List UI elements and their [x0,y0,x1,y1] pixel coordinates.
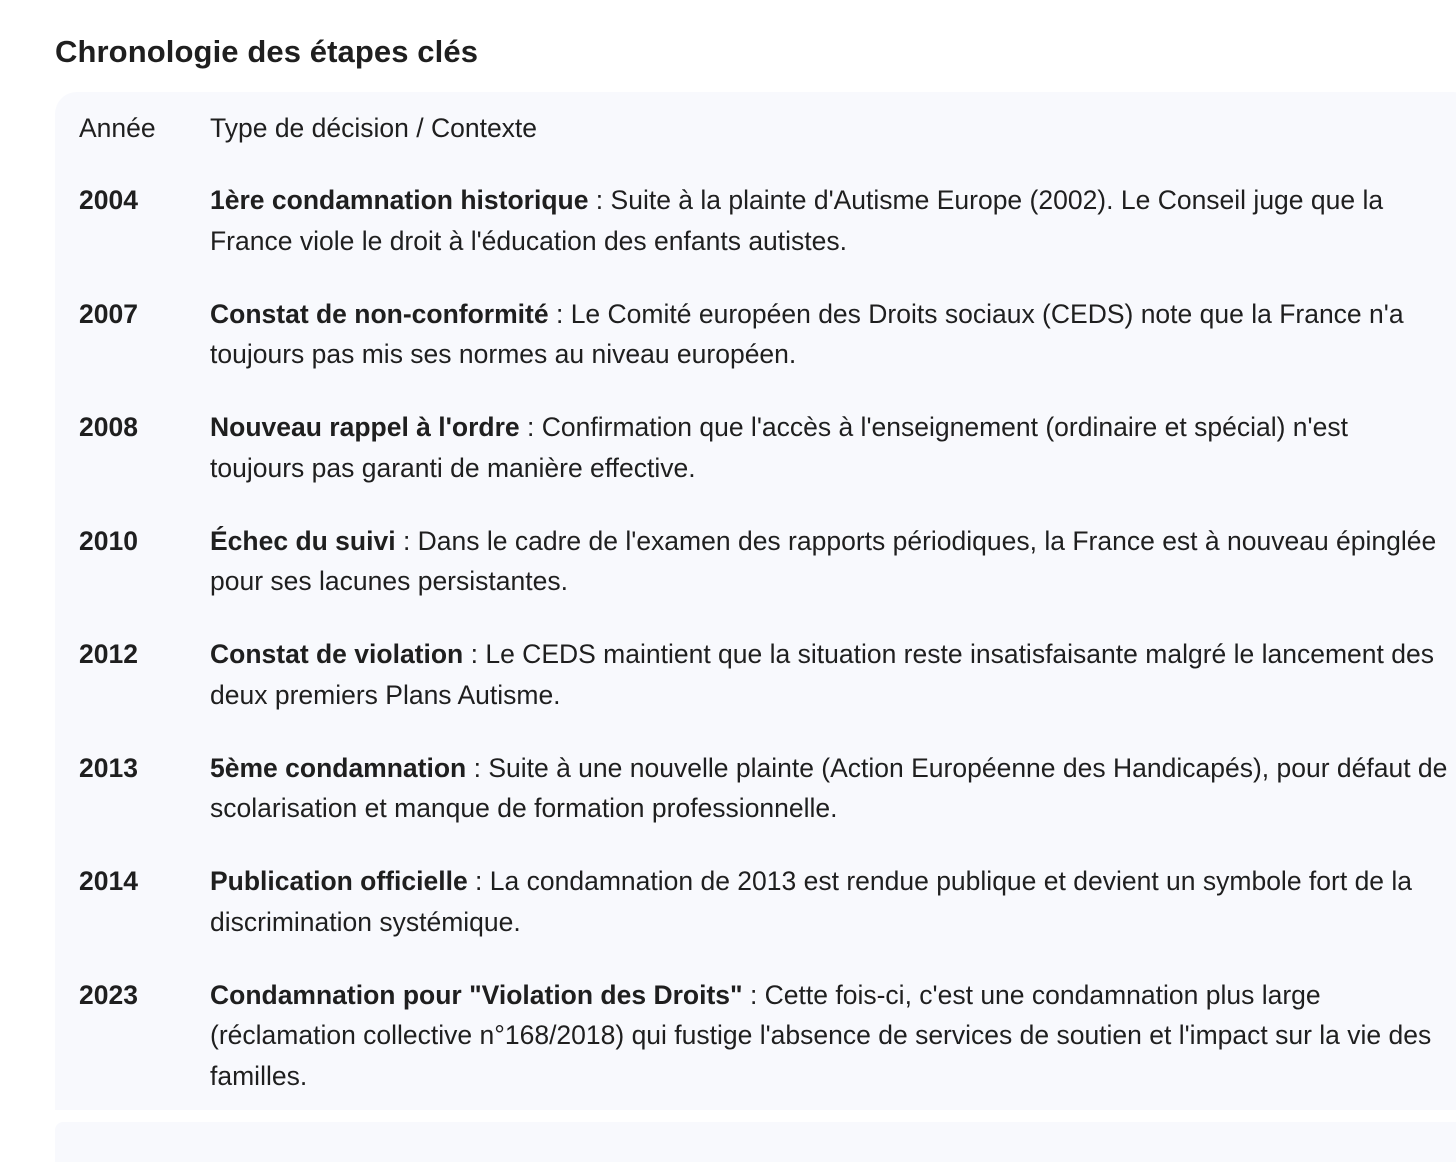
row-title: Publication officielle [210,866,468,896]
row-detail: : Dans le cadre de l'examen des rapports périodiques, la France est à nouveau épinglée pour ses lacunes persistantes. [210,525,1437,596]
row-detail: : La condamnation de 2013 est rendue publique et devient un symbole fort de la discrimination systémique. [210,866,1413,937]
table-row [79,748,1449,862]
row-year: 2012 [79,639,138,669]
table-row [79,407,1449,521]
row-year: 2014 [79,866,138,896]
row-title: Constat de non-conformité [210,298,549,329]
row-description [210,634,1449,748]
table-row [79,634,1449,748]
row-year: 2004 [79,185,138,215]
row-year: 2013 [79,752,138,783]
row-title: 5ème condamnation [210,752,467,783]
row-detail: : Cette fois-ci, c'est une condamnation plus large (réclamation collective n°168/2018) qui fustige l'absence de services de soutien et l'impact sur la vie des familles. [210,979,1432,1091]
row-description [210,294,1449,408]
row-detail: : Le Comité européen des Droits sociaux (CEDS) note que la France n'a toujours pas mis ses normes au niveau européen. [210,298,1404,369]
table-row [79,180,1449,294]
row-description [210,975,1449,1129]
timeline-table [79,108,1449,1129]
row-title: Constat de violation [210,639,464,669]
table-row [79,975,1449,1129]
column-header-year: Année [79,113,156,143]
row-description [210,407,1449,521]
timeline-table-panel [55,92,1456,1110]
table-row [79,294,1449,408]
row-title: 1ère condamnation historique [210,185,589,215]
row-year: 2023 [79,979,138,1010]
row-title: Condamnation pour "Violation des Droits" [210,979,743,1010]
row-year: 2008 [79,412,138,442]
row-description [210,180,1449,294]
row-title: Échec du suivi [210,525,396,556]
row-detail: : Suite à une nouvelle plainte (Action Européenne des Handicapés), pour défaut de scolarisation et manque de formation professionnelle. [210,752,1448,823]
row-description [210,861,1449,975]
row-description [210,748,1449,862]
row-year: 2007 [79,298,138,329]
table-row [79,521,1449,635]
row-year: 2010 [79,525,138,556]
row-detail: : Le CEDS maintient que la situation reste insatisfaisante malgré le lancement des deux premiers Plans Autisme. [210,639,1434,710]
table-header-row [79,108,1449,180]
section-title: Chronologie des étapes clés [55,34,479,69]
row-title: Nouveau rappel à l'ordre [210,412,520,442]
row-description [210,521,1449,635]
column-header-context: Type de décision / Contexte [210,113,538,143]
row-detail: : Confirmation que l'accès à l'enseignement (ordinaire et spécial) n'est toujours pas garanti de manière effective. [210,412,1348,483]
table-row [79,861,1449,975]
next-content-panel [55,1122,1456,1162]
row-detail: : Suite à la plainte d'Autisme Europe (2002). Le Conseil juge que la France viole le droit à l'éducation des enfants autistes. [210,185,1384,256]
